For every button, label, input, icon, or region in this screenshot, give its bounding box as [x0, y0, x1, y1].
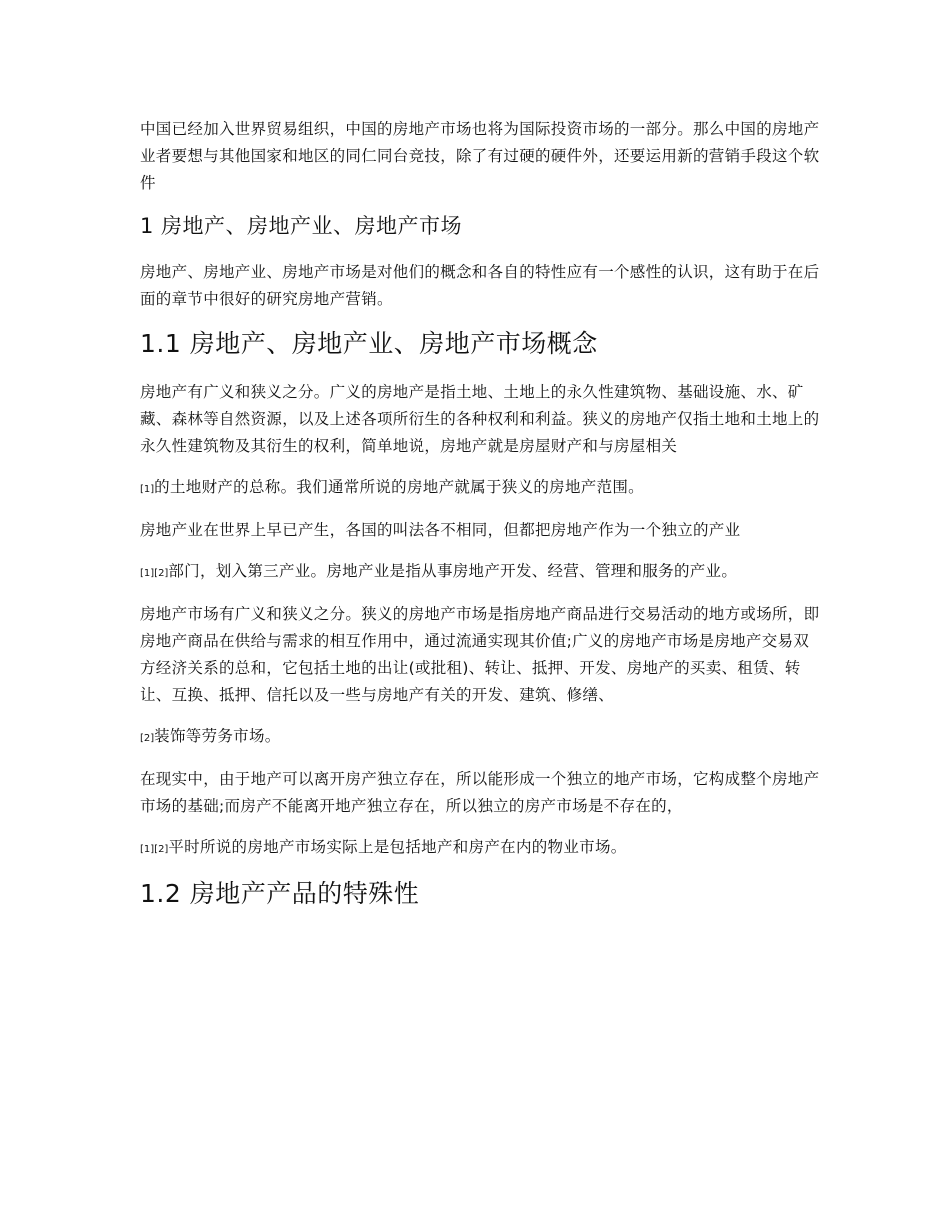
paragraph-text: 的土地财产的总称。我们通常所说的房地产就属于狭义的房地产范围。	[154, 478, 644, 496]
paragraph-text: 装饰等劳务市场。	[154, 727, 281, 745]
real-estate-industry-paragraph: 房地产业在世界上早已产生，各国的叫法各不相同，但都把房地产作为一个独立的产业	[140, 521, 741, 539]
land-market-continued	[140, 834, 820, 863]
paragraph-text: 平时所说的房地产市场实际上是包括地产和房产在内的物业市场。	[168, 838, 627, 856]
section-1-paragraph: 房地产、房地产业、房地产市场是对他们的概念和各自的特性应有一个感性的认识，这有助于在后面的章节中很好的研究房地产营销。	[140, 263, 820, 308]
citation-reference: [1]	[140, 484, 155, 495]
real-estate-market-paragraph: 房地产市场有广义和狭义之分。狭义的房地产市场是指房地产商品进行交易活动的地方或场所，即房地产商品在供给与需求的相互作用中，通过流通实现其价值;广义的房地产市场是房地产交易双方经济关系的总和，它包括土地的出让(或批租)、转让、抵押、开发、房地产的买卖、租赁、转让、互换、抵押、信托以及一些与房地产有关的开发、建筑、修缮、	[140, 605, 820, 704]
intro-paragraph: 中国已经加入世界贸易组织，中国的房地产市场也将为国际投资市场的一部分。那么中国的房地产业者要想与其他国家和地区的同仁同台竞技，除了有过硬的硬件外，还要运用新的营销手段这个软件	[140, 120, 820, 192]
citation-reference: [1][2]	[140, 844, 169, 855]
real-estate-industry-continued	[140, 558, 820, 587]
citation-reference: [1][2]	[140, 568, 169, 579]
real-estate-market-continued	[140, 723, 820, 752]
citation-reference: [2]	[140, 733, 155, 744]
section-1-2-heading: 1.2 房地产产品的特殊性	[140, 879, 420, 908]
real-estate-definition-paragraph: 房地产有广义和狭义之分。广义的房地产是指土地、土地上的永久性建筑物、基础设施、水、矿藏、森林等自然资源，以及上述各项所衍生的各种权利和利益。狭义的房地产仅指土地和土地上的永久性建筑物及其衍生的权利，简单地说，房地产就是房屋财产和与房屋相关	[140, 383, 820, 455]
section-1-1-heading: 1.1 房地产、房地产业、房地产市场概念	[140, 329, 598, 358]
section-1-heading: 1 房地产、房地产业、房地产市场	[140, 214, 463, 238]
document-page	[140, 116, 820, 929]
paragraph-text: 部门，划入第三产业。房地产业是指从事房地产开发、经营、管理和服务的产业。	[168, 562, 738, 580]
land-market-paragraph: 在现实中，由于地产可以离开房产独立存在，所以能形成一个独立的地产市场，它构成整个房地产市场的基础;而房产不能离开地产独立存在，所以独立的房产市场是不存在的，	[140, 770, 820, 815]
real-estate-definition-continued	[140, 474, 820, 503]
